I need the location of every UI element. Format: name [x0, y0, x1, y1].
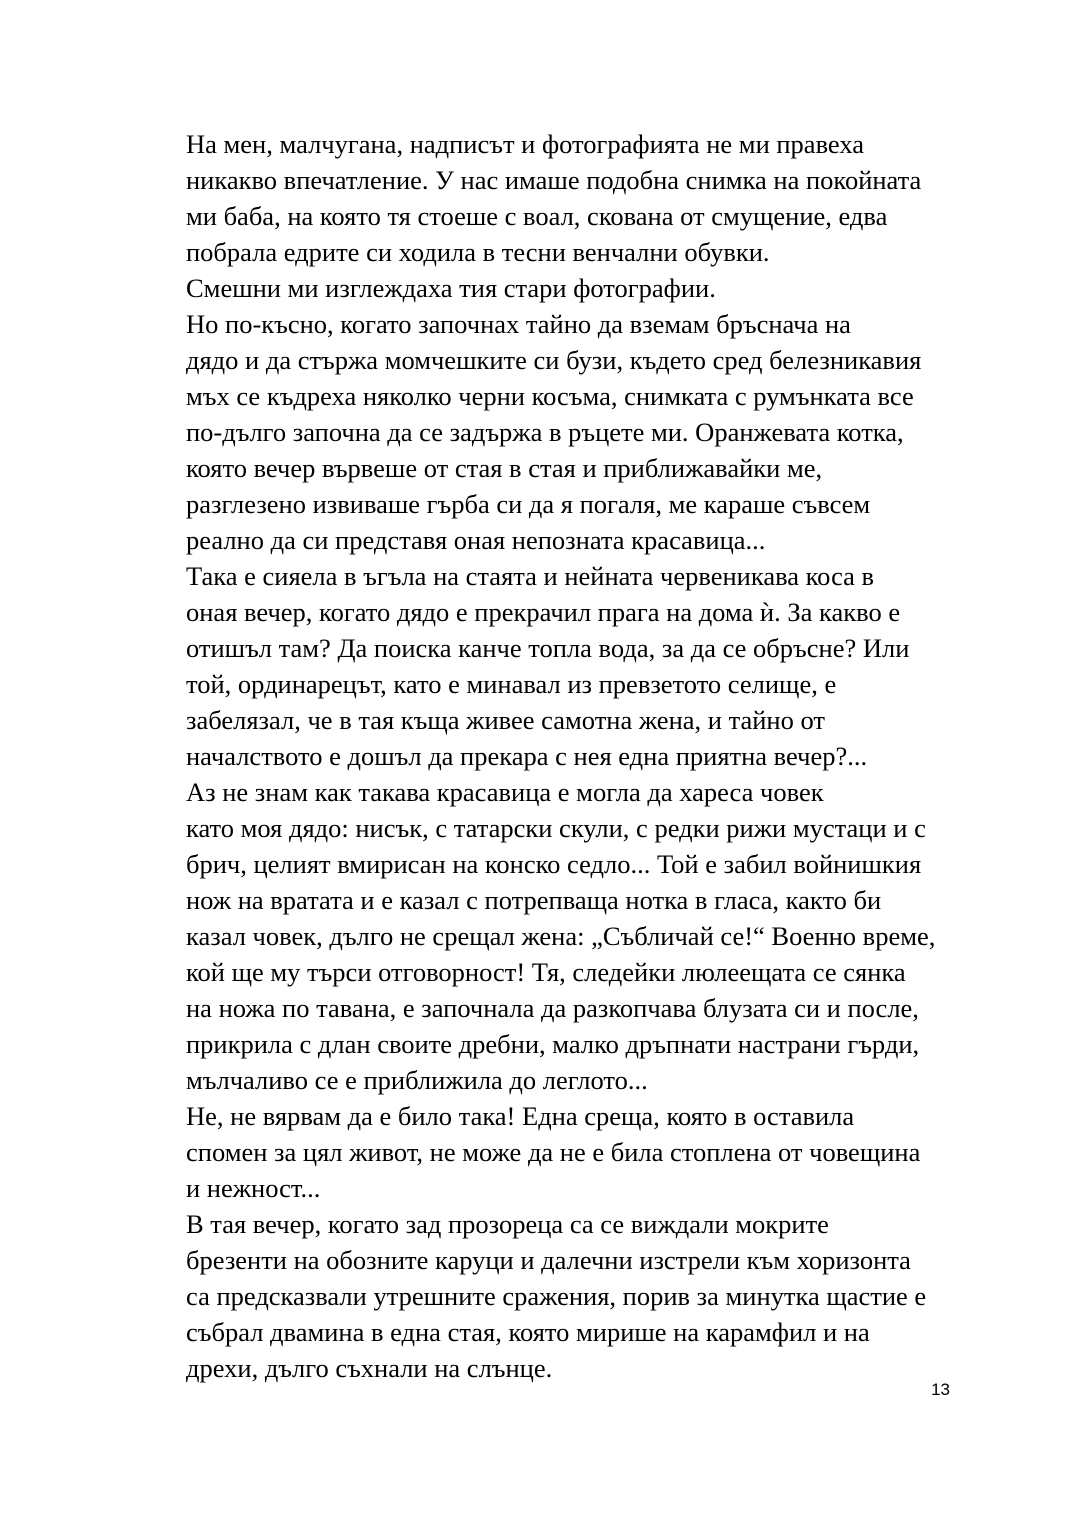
text-line: кой ще му търси отговорност! Тя, следейки люлеещата се сянка [186, 957, 906, 987]
text-line: Не, не вярвам да е било така! Една среща, която в оставила [186, 1101, 855, 1131]
text-line: по-дълго започна да се задържа в ръцете ми. Оранжевата котка, [186, 417, 904, 447]
text-line: мълчаливо се е приближила до леглото... [186, 1065, 648, 1095]
text-line: на ножа по тавана, е започнала да разкопчава блузата си и после, [186, 993, 919, 1023]
page-number: 13 [931, 1380, 950, 1399]
text-line: оная вечер, когато дядо е прекрачил прага на дома ѝ. За какво е [186, 597, 901, 627]
text-line: дядо и да стържа момчешките си бузи, където сред белезникавия [186, 345, 922, 375]
text-line: нож на вратата и е казал с потрепваща нотка в гласа, както би [186, 885, 882, 915]
text-body [129, 126, 951, 1386]
paragraph [129, 306, 951, 558]
text-line: В тая вечер, когато зад прозореца са се виждали мокрите [186, 1209, 829, 1239]
text-line: той, ординарецът, като е минавал из превзетото селище, е [186, 669, 837, 699]
text-line: Аз не знам как такава красавица е могла да хареса човек [186, 777, 824, 807]
text-line: забелязал, че в тая къща живее самотна жена, и тайно от [186, 705, 825, 735]
paragraph [129, 774, 951, 1098]
text-line: никакво впечатление. У нас имаше подобна снимка на покойната [186, 165, 922, 195]
text-line: побрала едрите си ходила в тесни венчални обувки. [186, 237, 770, 267]
text-line: ми баба, на която тя стоеше с воал, скована от смущение, едва [186, 201, 888, 231]
text-line: прикрила с длан своите дребни, малко дръпнати настрани гърди, [186, 1029, 920, 1059]
text-line: брезенти на обозните каруци и далечни изстрели към хоризонта [186, 1245, 911, 1275]
text-line: спомен за цял живот, не може да не е била стоплена от човещина [186, 1137, 921, 1167]
text-line: разглезено извиваше гърба си да я погаля, ме караше съвсем [186, 489, 871, 519]
text-line: като моя дядо: нисък, с татарски скули, с редки рижи мустаци и с [186, 813, 926, 843]
paragraph [129, 1206, 951, 1386]
text-line: Смешни ми изглеждаха тия стари фотографии. [186, 273, 716, 303]
text-line: казал човек, дълго не срещал жена: „Събличай се!“ Военно време, [186, 921, 936, 951]
paragraph [129, 270, 951, 306]
text-line: реално да си представя оная непозната красавица... [186, 525, 766, 555]
text-line: брич, целият вмирисан на конско седло... Той е забил войнишкия [186, 849, 922, 879]
text-line: На мен, малчугана, надписът и фотографията не ми правеха [186, 129, 865, 159]
text-line: събрал двамина в една стая, която мирише на карамфил и на [186, 1317, 870, 1347]
text-line: отишъл там? Да поиска канче топла вода, за да се обръсне? Или [186, 633, 910, 663]
text-line: мъх се къдреха няколко черни косъма, снимката с румънката все [186, 381, 914, 411]
text-line: Така е сияела в ъгъла на стаята и нейната червеникава коса в [186, 561, 875, 591]
paragraph [129, 1098, 951, 1206]
text-line: началството е дошъл да прекара с нея една приятна вечер?... [186, 741, 868, 771]
text-line: Но по-късно, когато започнах тайно да вземам бръснача на [186, 309, 851, 339]
text-line: дрехи, дълго съхнали на слънце. [186, 1353, 553, 1383]
paragraph [129, 126, 951, 270]
paragraph [129, 558, 951, 774]
text-line: са предсказвали утрешните сражения, порив за минутка щастие е [186, 1281, 927, 1311]
text-line: и нежност... [186, 1173, 321, 1203]
text-line: която вечер вървеше от стая в стая и приближавайки ме, [186, 453, 823, 483]
